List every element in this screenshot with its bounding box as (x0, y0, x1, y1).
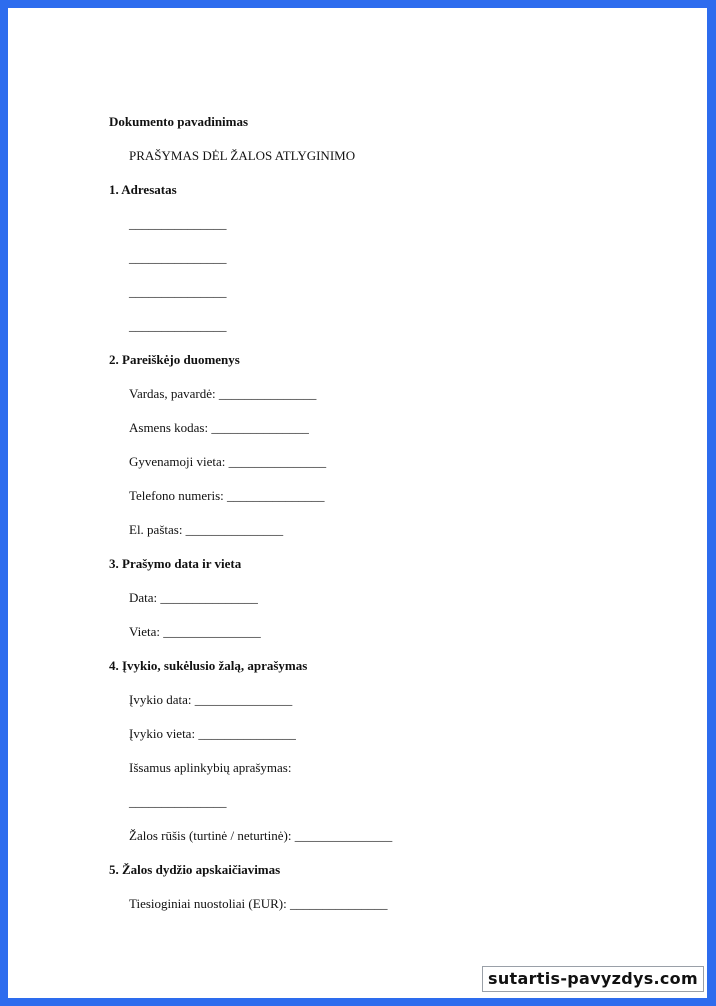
field-name: Vardas, pavardė: _______________ (129, 386, 317, 401)
section-addressee (109, 173, 669, 343)
field-damage-type: Žalos rūšis (turtinė / neturtinė): _______________ (129, 828, 393, 843)
blank-line: _______________ (129, 284, 227, 299)
field-incident-place: Įvykio vieta: _______________ (129, 726, 296, 741)
field-date: Data: _______________ (129, 590, 258, 605)
field-direct-losses: Tiesioginiai nuostoliai (EUR): _______________ (129, 896, 388, 911)
blank-line: _______________ (129, 216, 227, 231)
section-damage-calculation (109, 853, 669, 921)
field-email: El. paštas: _______________ (129, 522, 284, 537)
document-title-heading: Dokumento pavadinimas (109, 114, 249, 129)
section-heading: 1. Adresatas (109, 182, 177, 197)
section-heading: 3. Prašymo data ir vieta (109, 556, 242, 571)
section-incident (109, 649, 669, 853)
document-page (8, 8, 707, 998)
field-place: Vieta: _______________ (129, 624, 261, 639)
field-residence: Gyvenamoji vieta: _______________ (129, 454, 327, 469)
field-personal-code: Asmens kodas: _______________ (129, 420, 309, 435)
document-title-value: PRAŠYMAS DĖL ŽALOS ATLYGINIMO (129, 148, 356, 163)
blank-line: _______________ (129, 794, 227, 809)
document-body (109, 105, 669, 921)
site-watermark: sutartis-pavyzdys.com (482, 966, 704, 992)
section-heading: 4. Įvykio, sukėlusio žalą, aprašymas (109, 658, 308, 673)
section-applicant (109, 343, 669, 547)
blank-line: _______________ (129, 318, 227, 333)
blank-line: _______________ (129, 250, 227, 265)
section-date-place (109, 547, 669, 649)
field-phone: Telefono numeris: _______________ (129, 488, 325, 503)
field-circumstances-label: Išsamus aplinkybių aprašymas: (129, 760, 292, 775)
section-heading: 5. Žalos dydžio apskaičiavimas (109, 862, 281, 877)
field-incident-date: Įvykio data: _______________ (129, 692, 293, 707)
section-heading: 2. Pareiškėjo duomenys (109, 352, 240, 367)
